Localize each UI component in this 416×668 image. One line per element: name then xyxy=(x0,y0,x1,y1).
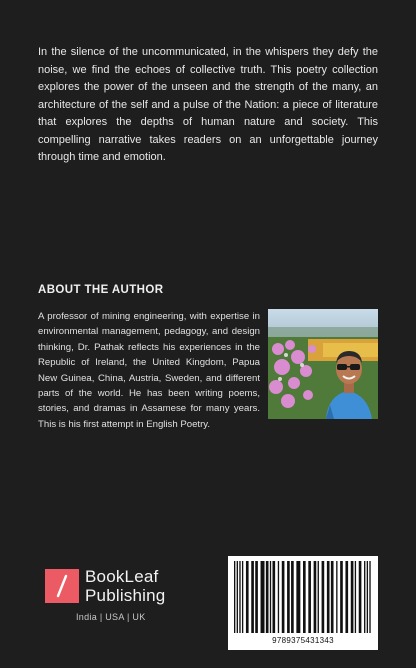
barcode-bar xyxy=(345,561,348,633)
barcode-bar xyxy=(355,561,356,633)
barcode-bar xyxy=(278,561,279,633)
back-cover-blurb: In the silence of the uncommunicated, in the whispers they defy the noise, we find the echoes of collective truth. This poetry collection explores the power of the unseen and the strength of the many, an architecture of the self and a pulse of the Nation: a piece of literature that explores the depths of human nature and society. This compelling narrative takes readers on an unforgettable journey through time and emotion. xyxy=(38,46,378,163)
barcode-bar xyxy=(287,561,290,633)
barcode-bar xyxy=(340,561,343,633)
barcode-bar xyxy=(266,561,269,633)
barcode-bar xyxy=(242,561,243,633)
barcode-bar xyxy=(308,561,311,633)
barcode-bar xyxy=(367,561,368,633)
barcode-bar xyxy=(255,561,258,633)
bookleaf-logo-icon xyxy=(45,569,79,603)
about-author-heading: ABOUT THE AUTHOR xyxy=(38,284,164,296)
barcode-bars xyxy=(234,561,372,635)
publisher-name-line1: BookLeaf xyxy=(85,567,159,586)
barcode-bar xyxy=(291,561,294,633)
barcode-bar xyxy=(282,561,285,633)
barcode-bar xyxy=(303,561,306,633)
isbn-number: 9789375431343 xyxy=(272,636,334,645)
barcode-bar xyxy=(270,561,271,633)
barcode-bar xyxy=(246,561,249,633)
barcode-bar xyxy=(331,561,334,633)
barcode-bar xyxy=(369,561,370,633)
barcode-bar xyxy=(296,561,300,633)
barcode-bar xyxy=(318,561,319,633)
barcode-bar xyxy=(272,561,275,633)
barcode-bar xyxy=(234,561,235,633)
barcode-bar xyxy=(351,561,354,633)
author-bio: A professor of mining engineering, with expertise in environmental management, pedagogy, and design thinking, Dr. Pathak reflects his experiences in the Republic of Ireland, the United Kingdom, Papua New Guinea, China, Austria, Sweden, and different parts of the world. He has been writing poems, stories, and dramas in Assamese for many years. This is his first attempt in English Poetry. xyxy=(38,311,260,430)
barcode-bar xyxy=(261,561,265,633)
publisher-name-line2: Publishing xyxy=(85,586,166,605)
isbn-barcode xyxy=(228,556,378,650)
author-photo xyxy=(268,309,378,419)
barcode-bar xyxy=(359,561,362,633)
publisher-regions: India | USA | UK xyxy=(76,612,146,622)
barcode-bar xyxy=(364,561,365,633)
barcode-bar xyxy=(314,561,317,633)
barcode-bar xyxy=(251,561,254,633)
barcode-bar xyxy=(322,561,325,633)
barcode-bar xyxy=(239,561,240,633)
barcode-bar xyxy=(237,561,238,633)
barcode-bar xyxy=(336,561,337,633)
barcode-bar xyxy=(327,561,330,633)
